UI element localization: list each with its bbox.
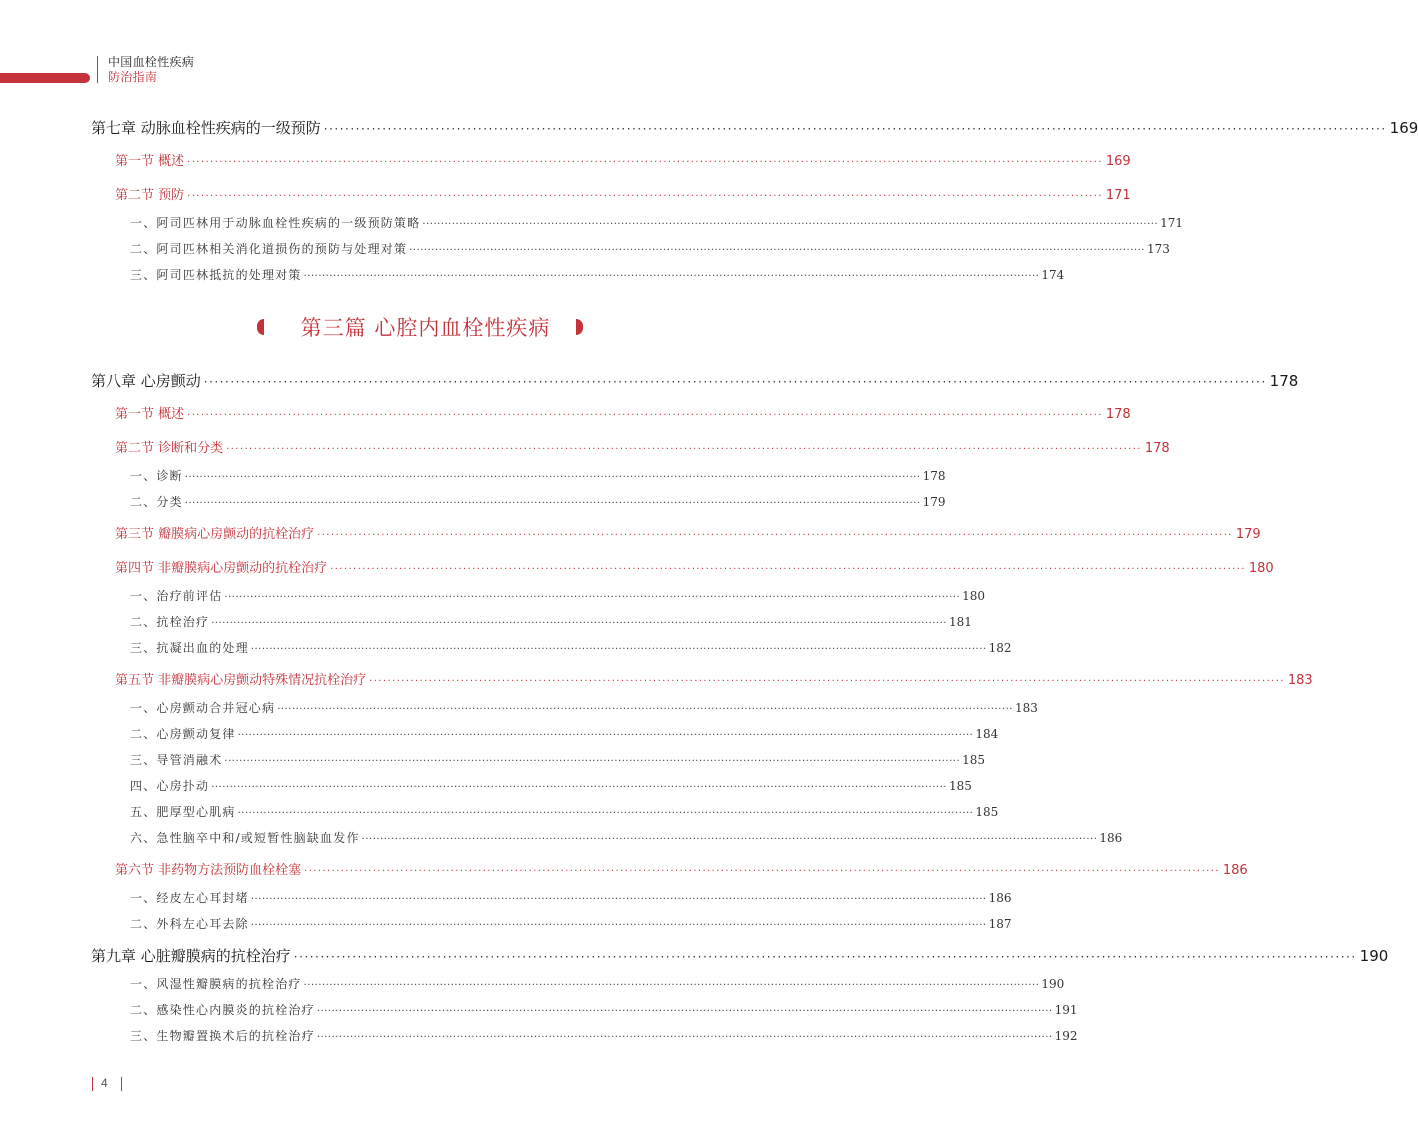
page-number: 191 (1054, 1003, 1078, 1017)
dot-leader: ········································································································································································································ (422, 219, 1159, 230)
dot-leader: ········································································································································································································ (224, 592, 961, 603)
footer-divider-left (92, 1077, 93, 1091)
toc-item[interactable] (130, 467, 946, 484)
toc-item[interactable] (130, 803, 999, 820)
page-number: 184 (975, 727, 999, 741)
dot-leader: ········································································································································································································ (323, 122, 1387, 136)
page-number: 179 (1235, 527, 1261, 542)
dot-leader: ········································································································································································································ (316, 1006, 1053, 1017)
item-title: 三、阿司匹林抵抗的处理对策 (130, 268, 302, 282)
section-title: 第二节 诊断和分类 (115, 441, 224, 456)
page-number: 180 (1248, 561, 1274, 576)
toc-section[interactable] (115, 184, 1131, 203)
page-number: 185 (948, 779, 972, 793)
toc-item[interactable] (130, 699, 1038, 716)
page-number: 186 (988, 891, 1012, 905)
section-title: 第三节 瓣膜病心房颤动的抗栓治疗 (115, 527, 315, 542)
page-number: 190 (1359, 947, 1389, 965)
item-title: 一、心房颤动合并冠心病 (130, 701, 276, 715)
chapter-title: 第八章 心房颤动 (91, 372, 201, 390)
toc-item[interactable] (130, 613, 972, 630)
toc-item[interactable] (130, 266, 1065, 283)
part-title: 第三篇 心腔内血栓性疾病 (300, 316, 551, 340)
toc-chapter-7[interactable] (91, 117, 1418, 138)
item-title: 二、外科左心耳去除 (130, 917, 249, 931)
dot-leader: ········································································································································································································ (250, 894, 987, 905)
toc-section[interactable] (115, 150, 1131, 169)
page-number: 169 (1389, 119, 1418, 137)
page-number: 180 (962, 589, 986, 603)
item-title: 三、导管消融术 (130, 753, 223, 767)
dot-leader: ········································································································································································································ (303, 980, 1040, 991)
toc-section[interactable] (115, 859, 1248, 878)
item-title: 二、分类 (130, 495, 183, 509)
page-number: 179 (922, 495, 946, 509)
page-number: 171 (1160, 216, 1184, 230)
toc-item[interactable] (130, 751, 986, 768)
page-number: 174 (1041, 268, 1065, 282)
dot-leader: ········································································································································································································ (316, 1032, 1053, 1043)
item-title: 三、生物瓣置换术后的抗栓治疗 (130, 1029, 315, 1043)
item-title: 三、抗凝出血的处理 (130, 641, 249, 655)
toc-item[interactable] (130, 240, 1170, 257)
toc-chapter-9[interactable] (91, 945, 1389, 966)
toc-item[interactable] (130, 1001, 1078, 1018)
toc-item[interactable] (130, 889, 1012, 906)
toc-chapter-8[interactable] (91, 370, 1299, 391)
toc-item[interactable] (130, 587, 986, 604)
dot-leader: ········································································································································································································ (184, 472, 921, 483)
footer-divider-right (121, 1077, 122, 1091)
item-title: 一、经皮左心耳封堵 (130, 891, 249, 905)
page-number: 178 (1269, 372, 1299, 390)
toc-item[interactable] (130, 639, 1012, 656)
page-number: 187 (988, 917, 1012, 931)
page-number: 185 (962, 753, 986, 767)
dot-leader: ········································································································································································································ (203, 375, 1267, 389)
dot-leader: ········································································································································································································ (330, 564, 1246, 575)
dot-leader: ········································································································································································································ (369, 676, 1285, 687)
item-title: 二、心房颤动复律 (130, 727, 236, 741)
page-number: 173 (1146, 242, 1170, 256)
item-title: 一、阿司匹林用于动脉血栓性疾病的一级预防策略 (130, 216, 421, 230)
book-title-line2: 防治指南 (108, 70, 158, 84)
dot-leader: ········································································································································································································ (317, 530, 1233, 541)
toc-item[interactable] (130, 725, 999, 742)
header-divider (97, 56, 98, 83)
page-number: 171 (1105, 188, 1131, 203)
page-number: 185 (975, 805, 999, 819)
page-number: 178 (1105, 407, 1131, 422)
item-title: 五、肥厚型心肌病 (130, 805, 236, 819)
toc-item[interactable] (130, 915, 1012, 932)
toc-item[interactable] (130, 493, 946, 510)
dot-leader: ········································································································································································································ (303, 271, 1040, 282)
item-title: 一、治疗前评估 (130, 589, 223, 603)
item-title: 一、诊断 (130, 469, 183, 483)
page-number: 178 (922, 469, 946, 483)
book-title-line1: 中国血栓性疾病 (108, 55, 195, 69)
section-title: 第一节 概述 (115, 154, 185, 169)
item-title: 四、心房扑动 (130, 779, 210, 793)
item-title: 二、感染性心内膜炎的抗栓治疗 (130, 1003, 315, 1017)
toc-item[interactable] (130, 1027, 1078, 1044)
toc-section[interactable] (115, 403, 1131, 422)
page-number: 192 (1054, 1029, 1078, 1043)
toc-section[interactable] (115, 437, 1170, 456)
section-title: 第六节 非药物方法预防血栓栓塞 (115, 863, 302, 878)
dot-leader: ········································································································································································································ (250, 920, 987, 931)
dot-leader: ········································································································································································································ (224, 756, 961, 767)
page-number: 169 (1105, 154, 1131, 169)
toc-item[interactable] (130, 214, 1184, 231)
toc-item[interactable] (130, 777, 972, 794)
dot-leader: ········································································································································································································ (211, 618, 947, 629)
page-number: 186 (1222, 863, 1248, 878)
dot-leader: ········································································································································································································ (304, 866, 1220, 877)
page-number: 181 (948, 615, 972, 629)
chapter-title: 第九章 心脏瓣膜病的抗栓治疗 (91, 947, 291, 965)
dot-leader: ········································································································································································································ (277, 704, 1013, 715)
dot-leader: ········································································································································································································ (293, 950, 1357, 964)
toc-item[interactable] (130, 975, 1065, 992)
dot-leader: ········································································································································································································ (184, 498, 921, 509)
page-number: 183 (1014, 701, 1038, 715)
dot-leader: ········································································································································································································ (226, 444, 1142, 455)
section-title: 第四节 非瓣膜病心房颤动的抗栓治疗 (115, 561, 328, 576)
dot-leader: ········································································································································································································ (187, 157, 1103, 168)
page-number: 183 (1287, 673, 1313, 688)
dot-leader: ········································································································································································································ (361, 834, 1098, 845)
dot-leader: ········································································································································································································ (187, 191, 1103, 202)
item-title: 二、阿司匹林相关消化道损伤的预防与处理对策 (130, 242, 408, 256)
dot-leader: ········································································································································································································ (237, 730, 974, 741)
section-title: 第五节 非瓣膜病心房颤动特殊情况抗栓治疗 (115, 673, 367, 688)
dot-leader: ········································································································································································································ (409, 245, 1145, 256)
page-number: 186 (1099, 831, 1123, 845)
header-accent-bar (0, 73, 90, 83)
page-number-footer: 4 (101, 1076, 108, 1090)
page-number: 182 (988, 641, 1012, 655)
chapter-title: 第七章 动脉血栓性疾病的一级预防 (91, 119, 321, 137)
toc-section[interactable] (115, 669, 1313, 688)
toc-section[interactable] (115, 557, 1274, 576)
toc-section[interactable] (115, 523, 1261, 542)
item-title: 六、急性脑卒中和/或短暂性脑缺血发作 (130, 831, 360, 845)
item-title: 二、抗栓治疗 (130, 615, 210, 629)
item-title: 一、风湿性瓣膜病的抗栓治疗 (130, 977, 302, 991)
page-number: 190 (1041, 977, 1065, 991)
toc-item[interactable] (130, 829, 1123, 846)
dot-leader: ········································································································································································································ (250, 644, 987, 655)
dot-leader: ········································································································································································································ (187, 410, 1103, 421)
dot-leader: ········································································································································································································ (237, 808, 974, 819)
section-title: 第二节 预防 (115, 188, 185, 203)
section-title: 第一节 概述 (115, 407, 185, 422)
dot-leader: ········································································································································································································ (211, 782, 947, 793)
page-number: 178 (1144, 441, 1170, 456)
